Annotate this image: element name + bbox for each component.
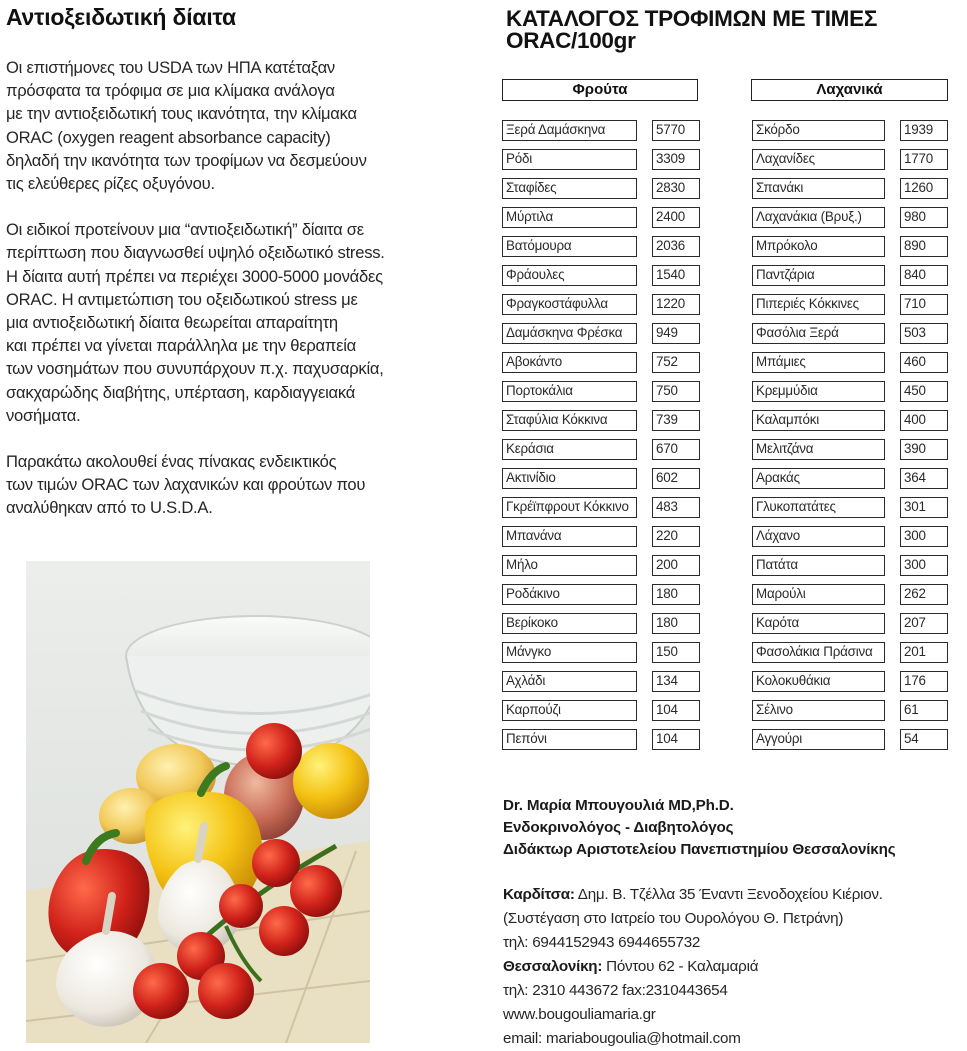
website-link[interactable]: www.bougouliamaria.gr [503, 1006, 656, 1023]
food-name-cell: Πεπόνι [502, 729, 637, 750]
food-name-cell: Μάνγκο [502, 642, 637, 663]
karditsa-label: Καρδίτσα: [503, 886, 575, 903]
food-name-cell: Σταφίδες [502, 178, 637, 199]
thessaloniki-address-line [503, 955, 883, 979]
intro-text [6, 56, 446, 543]
food-name-cell: Βατόμουρα [502, 236, 637, 257]
text-line: και πρέπει να γίνεται παράλληλα με την θεραπεία [6, 336, 357, 356]
text-line: Οι ειδικοί προτείνουν μια “αντιοξειδωτική” δίαιτα σε [6, 220, 364, 240]
food-name-cell: Μήλο [502, 555, 637, 576]
food-name-cell: Φασολάκια Πράσινα [752, 642, 885, 663]
intro-paragraph-3 [6, 450, 446, 520]
text-line: τις ελεύθερες ρίζες οξυγόνου. [6, 174, 215, 194]
orac-value-cell: 300 [900, 555, 948, 576]
intro-paragraph-1 [6, 56, 446, 195]
doctor-name: Dr. Μαρία Μπουγουλιά MD,Ph.D. [503, 797, 734, 814]
text-line: των νοσημάτων που συνυπάρχουν π.χ. παχυσαρκία, [6, 359, 384, 379]
food-name-cell: Αβοκάντο [502, 352, 637, 373]
food-name-cell: Παντζάρια [752, 265, 885, 286]
orac-value-cell: 1260 [900, 178, 948, 199]
karditsa-phone: τηλ: 6944152943 6944655732 [503, 934, 701, 951]
food-name-cell: Μπανάνα [502, 526, 637, 547]
orac-value-cell: 180 [652, 584, 700, 605]
orac-value-cell: 483 [652, 497, 700, 518]
orac-value-cell: 1770 [900, 149, 948, 170]
food-name-cell: Δαμάσκηνα Φρέσκα [502, 323, 637, 344]
text-line: νοσήματα. [6, 405, 81, 425]
food-name-cell: Πατάτα [752, 555, 885, 576]
orac-value-cell: 602 [652, 468, 700, 489]
text-line: δηλαδή την ικανότητα των τροφίμων να δεσμεύουν [6, 150, 367, 170]
karditsa-address: Δημ. Β. Τζέλλα 35 Έναντι Ξενοδοχείου Κιέριον. [574, 886, 883, 903]
vegetables-illustration [26, 561, 370, 1043]
orac-value-cell: 2400 [652, 207, 700, 228]
food-name-cell: Φραγκοστάφυλλα [502, 294, 637, 315]
thessaloniki-phone: τηλ: 2310 443672 fax:2310443654 [503, 982, 728, 999]
orac-value-cell: 1939 [900, 120, 948, 141]
food-name-cell: Αγγούρι [752, 729, 885, 750]
orac-value-cell: 176 [900, 671, 948, 692]
food-name-cell: Μύρτιλα [502, 207, 637, 228]
food-name-cell: Σκόρδο [752, 120, 885, 141]
karditsa-note: (Συστέγαση στο Ιατρείο του Ουρολόγου Θ. Πετράνη) [503, 910, 844, 927]
orac-value-cell: 207 [900, 613, 948, 634]
catalog-title-line-2: ORAC/100gr [506, 28, 636, 53]
text-line: αναλύθηκαν από το U.S.D.A. [6, 498, 213, 518]
orac-value-cell: 710 [900, 294, 948, 315]
orac-value-cell: 150 [652, 642, 700, 663]
orac-value-cell: 3309 [652, 149, 700, 170]
orac-value-cell: 2036 [652, 236, 700, 257]
vegetables-header: Λαχανικά [751, 79, 948, 101]
orac-value-cell: 300 [900, 526, 948, 547]
orac-value-cell: 301 [900, 497, 948, 518]
food-name-cell: Λάχανο [752, 526, 885, 547]
contact-info [503, 883, 883, 1051]
orac-value-cell: 104 [652, 729, 700, 750]
food-name-cell: Σέλινο [752, 700, 885, 721]
food-name-cell: Μπάμιες [752, 352, 885, 373]
food-name-cell: Αχλάδι [502, 671, 637, 692]
orac-value-cell: 262 [900, 584, 948, 605]
food-name-cell: Γκρέϊπφρουτ Κόκκινο [502, 497, 637, 518]
orac-value-cell: 890 [900, 236, 948, 257]
orac-value-cell: 949 [652, 323, 700, 344]
text-line: Οι επιστήμονες του USDA των ΗΠΑ κατέταξαν [6, 58, 335, 77]
text-line: πρόσφατα τα τρόφιμα σε μια κλίμακα ανάλογα [6, 81, 335, 101]
orac-value-cell: 670 [652, 439, 700, 460]
orac-value-cell: 61 [900, 700, 948, 721]
orac-value-cell: 54 [900, 729, 948, 750]
karditsa-address-line [503, 883, 883, 907]
food-name-cell: Μπρόκολο [752, 236, 885, 257]
food-name-cell: Φασόλια Ξερά [752, 323, 885, 344]
orac-value-cell: 180 [652, 613, 700, 634]
food-name-cell: Φράουλες [502, 265, 637, 286]
orac-value-cell: 5770 [652, 120, 700, 141]
text-line: με την αντιοξειδωτική τους ικανότητα, την κλίμακα [6, 104, 357, 124]
food-name-cell: Βερίκοκο [502, 613, 637, 634]
thessaloniki-address: Πόντου 62 - Καλαμαριά [602, 958, 759, 975]
food-name-cell: Καρπούζι [502, 700, 637, 721]
email-link[interactable]: email: mariabougoulia@hotmail.com [503, 1030, 741, 1047]
orac-value-cell: 2830 [652, 178, 700, 199]
text-line: Παρακάτω ακολουθεί ένας πίνακας ενδεικτικός [6, 452, 337, 472]
food-name-cell: Πιπεριές Κόκκινες [752, 294, 885, 315]
text-line: σακχαρώδης διαβήτης, υπέρταση, καρδιαγγειακά [6, 382, 356, 402]
orac-value-cell: 750 [652, 381, 700, 402]
orac-value-cell: 104 [652, 700, 700, 721]
orac-value-cell: 364 [900, 468, 948, 489]
orac-value-cell: 840 [900, 265, 948, 286]
doctor-degree: Διδάκτωρ Αριστοτελείου Πανεπιστημίου Θεσσαλονίκης [503, 841, 896, 858]
food-name-cell: Λαχανάκια (Βρυξ.) [752, 207, 885, 228]
orac-value-cell: 503 [900, 323, 948, 344]
text-line: ORAC. Η αντιμετώπιση του οξειδωτικού stress με [6, 289, 358, 309]
food-name-cell: Σταφύλια Κόκκινα [502, 410, 637, 431]
food-name-cell: Καλαμπόκι [752, 410, 885, 431]
food-name-cell: Κεράσια [502, 439, 637, 460]
vegetables-photo [26, 561, 370, 1043]
orac-value-cell: 739 [652, 410, 700, 431]
orac-value-cell: 201 [900, 642, 948, 663]
food-name-cell: Ροδάκινο [502, 584, 637, 605]
orac-value-cell: 980 [900, 207, 948, 228]
article-title: Αντιοξειδωτική δίαιτα [6, 4, 236, 30]
orac-value-cell: 1540 [652, 265, 700, 286]
orac-value-cell: 134 [652, 671, 700, 692]
catalog-title [506, 8, 961, 52]
food-name-cell: Κρεμμύδια [752, 381, 885, 402]
doctor-specialty: Ενδοκρινολόγος - Διαβητολόγος [503, 819, 734, 836]
orac-value-cell: 1220 [652, 294, 700, 315]
orac-value-cell: 220 [652, 526, 700, 547]
orac-value-cell: 400 [900, 410, 948, 431]
food-name-cell: Ακτινίδιο [502, 468, 637, 489]
text-line: ORAC (oxygen reagent absorbance capacity) [6, 127, 331, 147]
thessaloniki-label: Θεσσαλονίκη: [503, 958, 603, 975]
food-name-cell: Μελιτζάνα [752, 439, 885, 460]
food-name-cell: Ρόδι [502, 149, 637, 170]
catalog-title-line-1: ΚΑΤΑΛΟΓΟΣ ΤΡΟΦΙΜΩΝ ΜΕ ΤΙΜΕΣ [506, 6, 878, 31]
text-line: μια αντιοξειδωτική δίαιτα θεωρείται απαραίτητη [6, 313, 338, 333]
orac-value-cell: 752 [652, 352, 700, 373]
food-name-cell: Αρακάς [752, 468, 885, 489]
text-line: περίπτωση που διαγνωσθεί υψηλό οξειδωτικό stress. [6, 243, 385, 263]
orac-value-cell: 450 [900, 381, 948, 402]
text-line: των τιμών ORAC των λαχανικών και φρούτων που [6, 475, 366, 495]
orac-value-cell: 390 [900, 439, 948, 460]
food-name-cell: Σπανάκι [752, 178, 885, 199]
intro-paragraph-2 [6, 218, 446, 427]
fruits-header: Φρούτα [502, 79, 698, 101]
food-name-cell: Λαχανίδες [752, 149, 885, 170]
text-line: Η δίαιτα αυτή πρέπει να περιέχει 3000-5000 μονάδες [6, 266, 383, 286]
food-name-cell: Μαρούλι [752, 584, 885, 605]
orac-value-cell: 200 [652, 555, 700, 576]
food-name-cell: Καρότα [752, 613, 885, 634]
food-name-cell: Κολοκυθάκια [752, 671, 885, 692]
food-name-cell: Ξερά Δαμάσκηνα [502, 120, 637, 141]
food-name-cell: Γλυκοπατάτες [752, 497, 885, 518]
doctor-info [503, 795, 896, 861]
food-name-cell: Πορτοκάλια [502, 381, 637, 402]
orac-value-cell: 460 [900, 352, 948, 373]
